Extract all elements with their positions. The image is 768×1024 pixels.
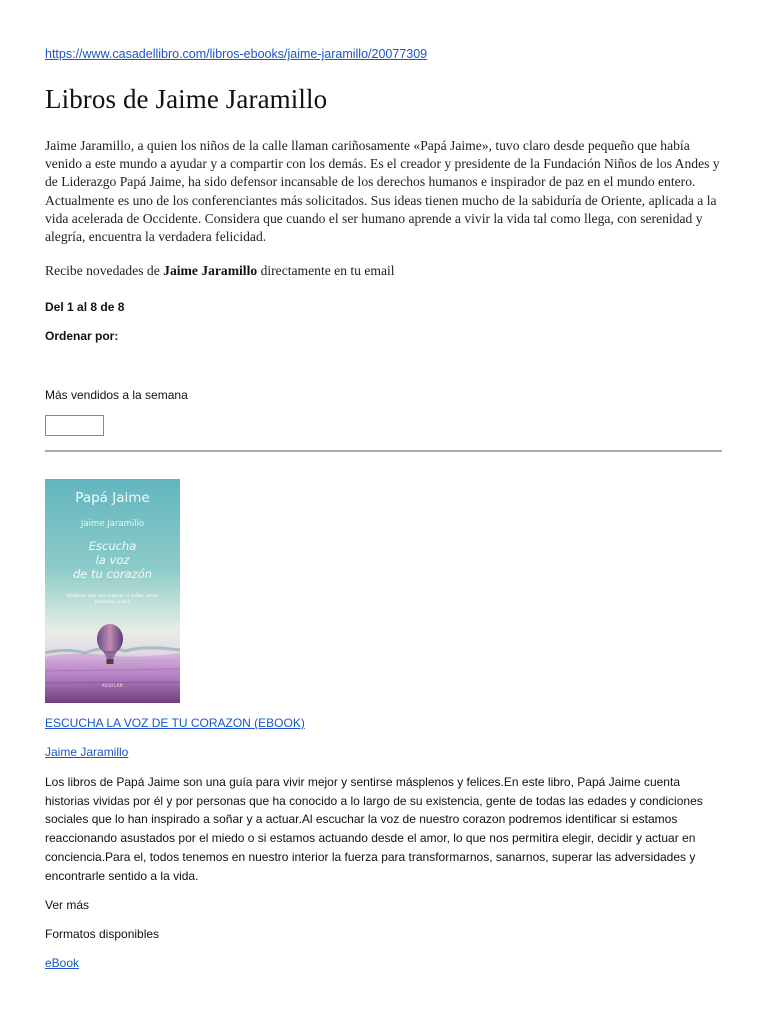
cover-illustration: [45, 479, 180, 703]
newsletter-text: [45, 263, 395, 279]
cover-title: [45, 539, 180, 581]
formats-label: Formatos disponibles: [45, 927, 160, 941]
sort-selected-value: Más vendidos a la semana: [45, 388, 188, 402]
cover-author-big: Papá Jaime: [75, 490, 150, 506]
newsletter-prefix: Recibe novedades de: [45, 263, 164, 278]
cover-title-line: la voz: [95, 553, 130, 567]
sort-select[interactable]: [45, 415, 104, 436]
results-range: Del 1 al 8 de 8: [45, 300, 125, 314]
newsletter-suffix: directamente en tu email: [257, 263, 395, 278]
cover-title-line: de tu corazón: [73, 567, 152, 581]
newsletter-author: Jaime Jaramillo: [163, 263, 258, 278]
book-description: Los libros de Papá Jaime son una guía para vivir mejor y sentirse másplenos y felices.En este libro, Papá Jaime cuenta historias vividas por él y por personas que ha conocido a lo largo de su existencia, gente de todas las edades y condiciones sociales que lo han inspirado a soñar y a actuar.Al escuchar la voz de nuestro corazon podremos identificar si estamos reaccionando asustados por el miedo o si estamos actuando desde el amor, lo que nos permitira elegir, decidir y actuar en conciencia.Para el, todos tenemos en nuestro interior la fuerza para transformarnos, sanarnos, superar las adversidades y encontrarle sentido a la vida.: [45, 775, 703, 883]
cover-title-line: Escucha: [88, 539, 137, 553]
sort-label: Ordenar por:: [45, 329, 119, 343]
book-title-link[interactable]: ESCUCHA LA VOZ DE TU CORAZON (EBOOK): [45, 716, 305, 730]
book-author-link[interactable]: Jaime Jaramillo: [45, 745, 129, 759]
cover-author-small: Jaime Jaramillo: [80, 519, 145, 529]
hot-air-balloon: [97, 624, 123, 654]
book-cover-image[interactable]: [45, 479, 180, 703]
cover-publisher-logo: AGUILAR: [101, 683, 124, 688]
see-more-link[interactable]: Ver más: [45, 898, 90, 912]
author-bio: Jaime Jaramillo, a quien los niños de la calle llaman cariñosamente «Papá Jaime», tuvo claro desde pequeño que había venido a este mundo a ayudar y a compartir con los demás. Es el creador y presidente de la Fundación Niños de los Andes y de Liderazgo Papá Jaime, ha sido defensor incansable de los derechos humanos e inspirador de paz en el mundo entero. Actualmente es uno de los conferenciantes más solicitados. Sus ideas tienen mucho de la sabiduría de Oriente, aplicada a la vida acelerada de Occidente. Considera que cuando el ser humano aprende a vivir la vida tal como llega, con serenidad y alegría, encuentra la verdadera felicidad.: [45, 138, 720, 245]
page-title: Libros de Jaime Jaramillo: [45, 84, 328, 114]
ebook-format-link[interactable]: eBook: [45, 956, 80, 970]
divider: [45, 450, 722, 452]
balloon-basket: [107, 659, 114, 664]
source-url-link[interactable]: https://www.casadellibro.com/libros-ebooks/jaime-jaramillo/20077309: [45, 47, 428, 61]
cover-subtitle: Historias que nos inspiran a soñar, amar, perdonar y vivir: [66, 594, 160, 605]
